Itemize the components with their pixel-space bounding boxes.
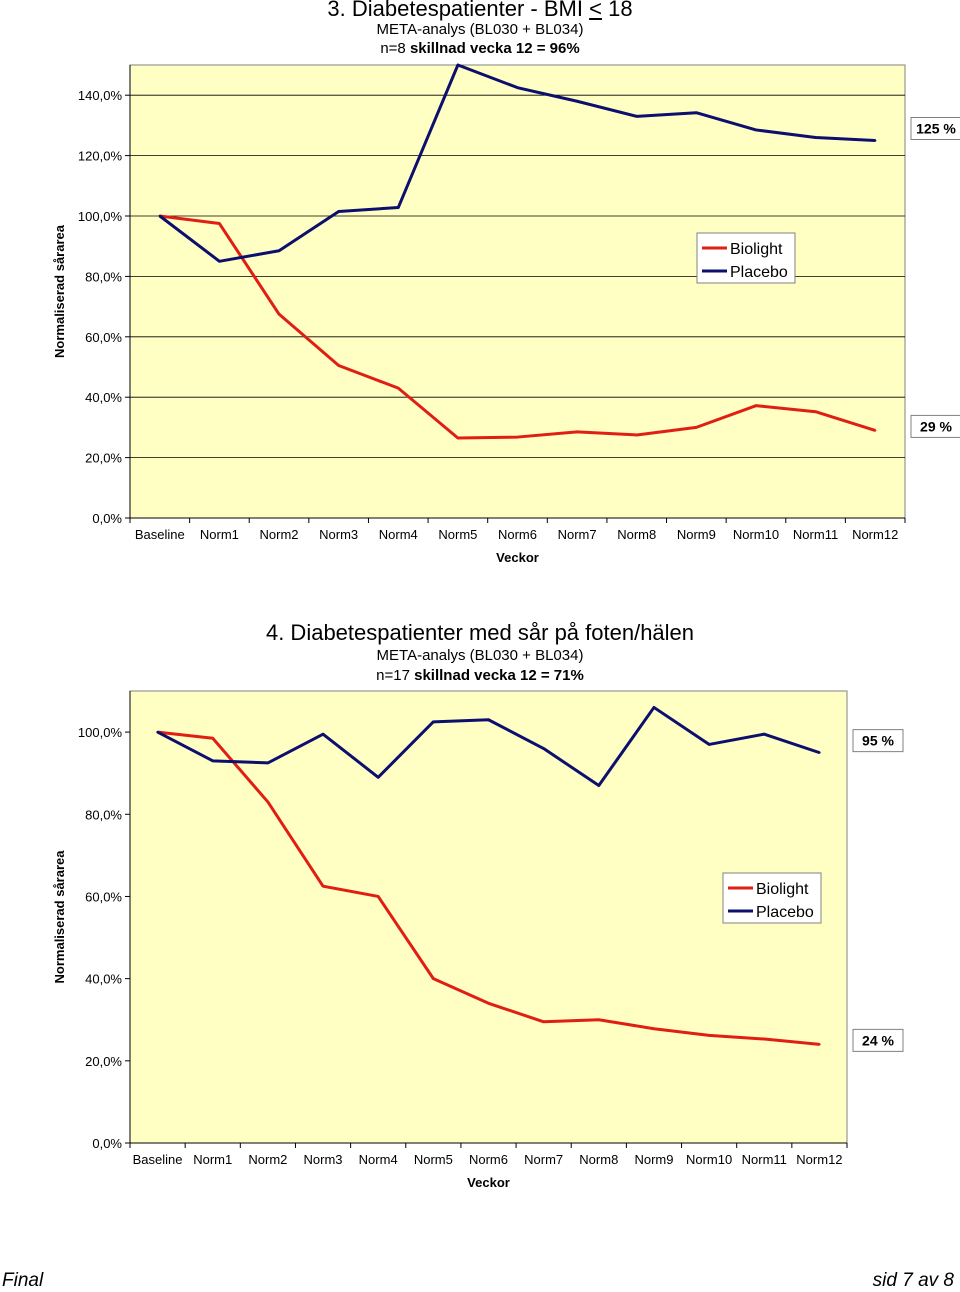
chart1-subtitle2: n=8 skillnad vecka 12 = 96% — [380, 40, 580, 57]
legend-label-placebo: Placebo — [730, 264, 788, 281]
chart2-subtitle2: n=17 skillnad vecka 12 = 71% — [376, 667, 584, 684]
data-point-placebo — [636, 115, 638, 117]
data-point-placebo — [397, 206, 399, 208]
y-tick-label: 20,0% — [85, 1053, 122, 1069]
x-tick-label: Norm1 — [199, 527, 239, 542]
data-point-placebo — [267, 762, 269, 764]
data-point-placebo — [322, 733, 324, 735]
x-tick-label: Norm6 — [468, 1152, 509, 1167]
x-tick-label: Norm4 — [378, 527, 418, 542]
x-tick-label: Norm3 — [319, 527, 359, 542]
data-point-biolight — [212, 737, 214, 739]
data-point-biolight — [278, 313, 280, 315]
data-point-placebo — [598, 784, 600, 786]
data-point-biolight — [457, 437, 459, 439]
data-point-placebo — [159, 215, 161, 217]
chart2-svg — [0, 688, 960, 1198]
legend-label-placebo: Placebo — [756, 904, 814, 921]
data-point-placebo — [218, 260, 220, 262]
x-tick-label: Norm10 — [685, 1152, 733, 1167]
x-tick-label: Baseline — [134, 527, 185, 542]
data-point-biolight — [695, 426, 697, 428]
annotation-label: 24 % — [862, 1032, 894, 1049]
x-tick-label: Norm8 — [617, 527, 657, 542]
data-point-placebo — [278, 250, 280, 252]
y-tick-label: 100,0% — [77, 725, 122, 741]
data-point-placebo — [755, 129, 757, 131]
x-tick-label: Norm6 — [497, 527, 538, 542]
data-point-biolight — [636, 434, 638, 436]
y-tick-label: 40,0% — [85, 971, 122, 987]
data-point-biolight — [874, 429, 876, 431]
data-point-placebo — [695, 112, 697, 114]
y-tick-label: 20,0% — [85, 450, 122, 466]
data-point-biolight — [598, 1019, 600, 1021]
x-tick-label: Norm3 — [303, 1152, 343, 1167]
x-tick-label: Norm2 — [259, 527, 299, 542]
y-tick-label: 40,0% — [85, 390, 122, 406]
data-point-biolight — [653, 1028, 655, 1030]
y-tick-label: 80,0% — [85, 269, 122, 285]
x-tick-label: Norm11 — [741, 1152, 787, 1167]
data-point-biolight — [218, 222, 220, 224]
data-point-placebo — [818, 751, 820, 753]
chart1-title: 3. Diabetespatienter - BMI < 18 — [327, 0, 633, 21]
data-point-placebo — [814, 136, 816, 138]
y-tick-label: 0,0% — [92, 1136, 122, 1151]
x-tick-label: Norm12 — [796, 1152, 843, 1167]
data-point-placebo — [487, 719, 489, 721]
data-point-placebo — [542, 747, 544, 749]
data-point-biolight — [487, 1002, 489, 1004]
x-tick-label: Norm1 — [193, 1152, 233, 1167]
x-tick-label: Norm7 — [524, 1152, 564, 1167]
annotation-label: 125 % — [916, 120, 956, 137]
y-tick-label: 120,0% — [77, 148, 122, 164]
x-tick-label: Norm9 — [676, 527, 716, 542]
annotation-label: 95 % — [862, 732, 894, 749]
x-axis-title: Veckor — [467, 1175, 510, 1190]
x-axis-title: Veckor — [496, 550, 539, 565]
data-point-biolight — [516, 436, 518, 438]
data-point-biolight — [818, 1043, 820, 1045]
y-tick-label: 60,0% — [85, 889, 122, 905]
data-point-placebo — [337, 210, 339, 212]
chart1-svg — [0, 60, 960, 580]
data-point-biolight — [763, 1038, 765, 1040]
y-tick-label: 0,0% — [92, 511, 122, 526]
data-point-biolight — [432, 977, 434, 979]
x-tick-label: Norm2 — [248, 1152, 288, 1167]
data-point-placebo — [708, 743, 710, 745]
data-point-biolight — [814, 410, 816, 412]
data-point-placebo — [653, 706, 655, 708]
y-tick-label: 60,0% — [85, 329, 122, 345]
data-point-biolight — [337, 364, 339, 366]
data-point-biolight — [542, 1021, 544, 1023]
x-tick-label: Norm11 — [792, 527, 839, 542]
x-tick-label: Norm12 — [852, 527, 899, 542]
data-point-placebo — [457, 64, 459, 66]
data-point-placebo — [874, 139, 876, 141]
data-point-placebo — [377, 776, 379, 778]
data-point-placebo — [516, 86, 518, 88]
x-tick-label: Norm9 — [634, 1152, 674, 1167]
footer-right: sid 7 av 8 — [872, 1270, 954, 1291]
x-tick-label: Norm5 — [438, 527, 478, 542]
data-point-biolight — [755, 404, 757, 406]
legend-label-biolight: Biolight — [756, 881, 809, 898]
chart2-subtitle: META-analys (BL030 + BL034) — [376, 647, 584, 664]
x-tick-label: Norm4 — [358, 1152, 398, 1167]
data-point-biolight — [267, 801, 269, 803]
data-point-placebo — [212, 760, 214, 762]
y-axis-title: Normaliserad sårarea — [52, 225, 67, 358]
data-point-biolight — [708, 1034, 710, 1036]
y-tick-label: 80,0% — [85, 807, 122, 823]
footer-left: Final — [2, 1270, 44, 1291]
x-tick-label: Norm7 — [557, 527, 597, 542]
chart1-subtitle: META-analys (BL030 + BL034) — [376, 21, 584, 38]
data-point-biolight — [377, 895, 379, 897]
data-point-biolight — [322, 885, 324, 887]
x-tick-label: Norm8 — [579, 1152, 619, 1167]
y-axis-title: Normaliserad sårarea — [52, 850, 67, 984]
y-tick-label: 100,0% — [77, 209, 122, 224]
data-point-placebo — [156, 731, 158, 733]
x-tick-label: Baseline — [132, 1152, 183, 1167]
x-tick-label: Norm5 — [413, 1152, 453, 1167]
data-point-biolight — [397, 387, 399, 389]
x-tick-label: Norm10 — [732, 527, 780, 542]
y-tick-label: 140,0% — [77, 88, 122, 104]
chart2-title: 4. Diabetespatienter med sår på foten/hälen — [265, 620, 695, 645]
data-point-biolight — [576, 431, 578, 433]
data-point-placebo — [763, 733, 765, 735]
legend-label-biolight: Biolight — [730, 241, 783, 258]
data-point-placebo — [432, 721, 434, 723]
data-point-placebo — [576, 100, 578, 102]
annotation-label: 29 % — [920, 418, 952, 435]
